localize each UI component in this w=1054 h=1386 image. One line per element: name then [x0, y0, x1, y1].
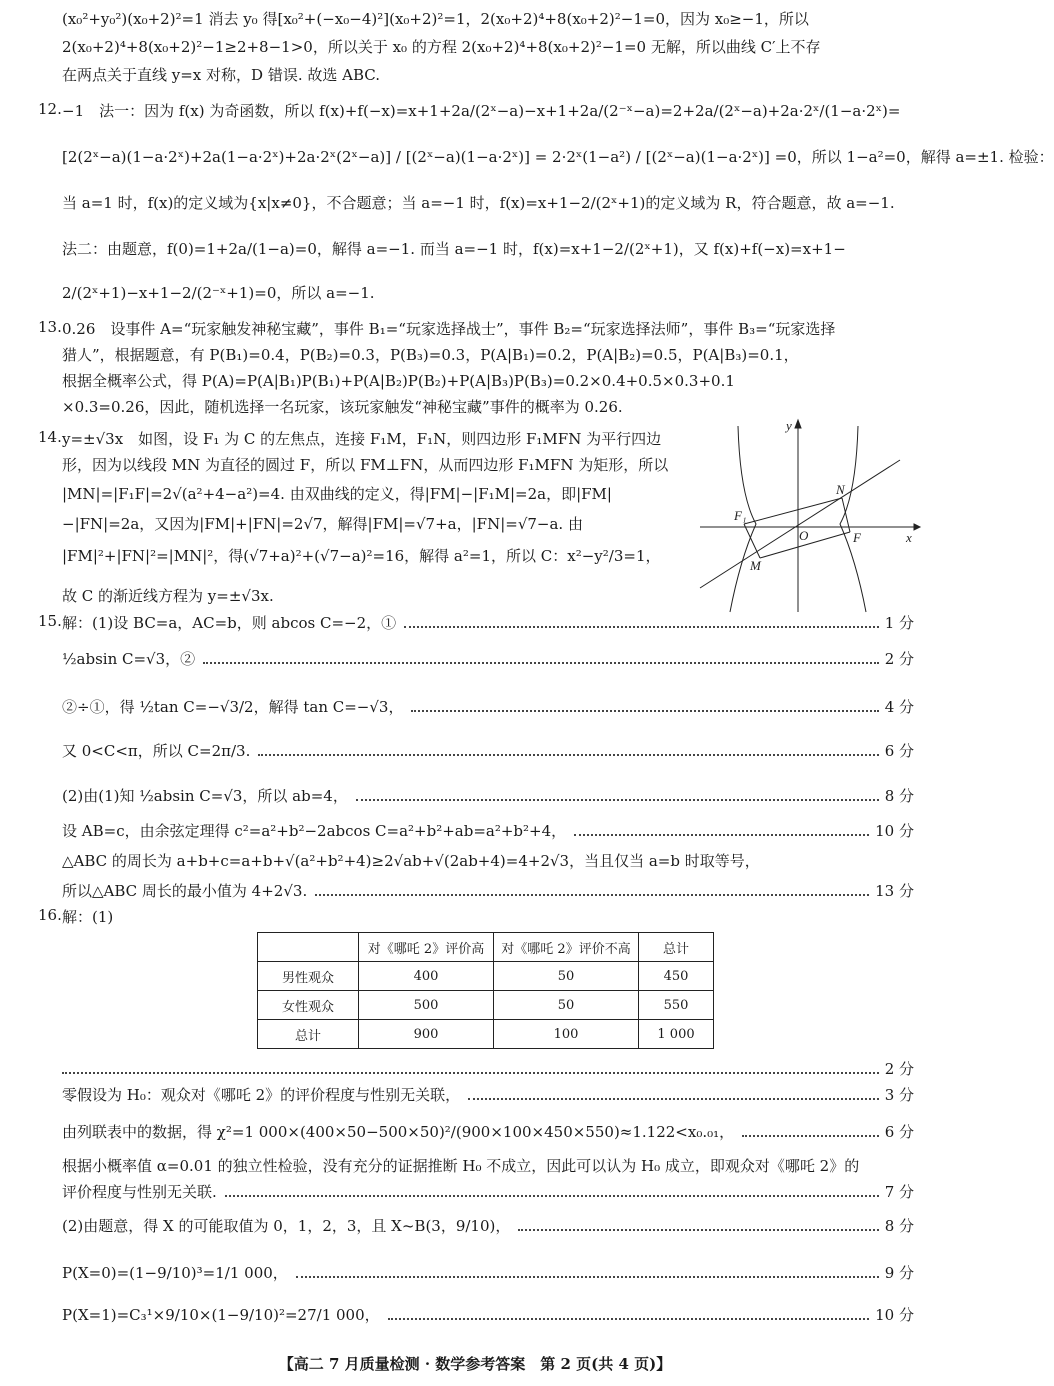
leader-dots — [411, 710, 878, 712]
step-line — [62, 1304, 914, 1326]
table-cell: 500 — [359, 991, 494, 1020]
text-line: 0.26 设事件 A=“玩家触发神秘宝藏”，事件 B₁=“玩家选择战士”，事件 B₂=“玩家选择法师”，事件 B₃=“玩家选择 — [62, 320, 836, 338]
text-line: −1 法一：因为 f(x) 为奇函数，所以 f(x)+f(−x)=x+1+2a/(2ˣ−a)−x+1+2a/(2⁻ˣ−a)=2+2a/(2ˣ−a)+2a·2ˣ/(1−a·2ˣ)= — [62, 102, 901, 120]
table-row — [258, 962, 714, 991]
right-branch — [840, 426, 866, 612]
table-row — [258, 1020, 714, 1049]
step-text: ②÷①，得 ½tan C=−√3/2，解得 tan C=−√3， — [62, 698, 404, 716]
table-cell: 女性观众 — [258, 991, 359, 1020]
table-cell: 男性观众 — [258, 962, 359, 991]
text-line: 形，因为以线段 MN 为直径的圆过 F，所以 FM⊥FN，从而四边形 F₁MFN 为矩形，所以 — [62, 456, 669, 474]
step-line — [62, 612, 914, 634]
score: 10 分 — [875, 822, 914, 840]
step-text: ½absin C=√3，② — [62, 650, 196, 668]
leader-dots — [62, 1072, 879, 1074]
step-line — [62, 696, 914, 718]
leader-dots — [225, 1195, 879, 1197]
step-line — [62, 785, 914, 807]
y-label: y — [786, 418, 792, 433]
segment-f1n — [744, 498, 842, 524]
leader-dots — [742, 1135, 879, 1137]
text-line: 当 a=1 时，f(x)的定义域为{x|x≠0}，不合题意；当 a=−1 时，f(x)=x+1−2/(2ˣ+1)的定义域为 R，符合题意，故 a=−1. — [62, 194, 895, 212]
step-text: 设 AB=c，由余弦定理得 c²=a²+b²−2abcos C=a²+b²+ab=a²+b²+4， — [62, 822, 567, 840]
text-line: 法二：由题意，f(0)=1+2a/(1−a)=0，解得 a=−1. 而当 a=−1 时，f(x)=x+1−2/(2ˣ+1)，又 f(x)+f(−x)=x+1− — [62, 240, 846, 258]
score: 2 分 — [884, 1060, 914, 1078]
hyperbola-figure — [700, 420, 920, 612]
step-line — [62, 1262, 914, 1284]
table-header-row — [258, 933, 714, 962]
score: 2 分 — [884, 650, 914, 668]
leader-dots — [356, 799, 879, 801]
table-cell: 50 — [494, 991, 639, 1020]
leader-dots — [468, 1098, 879, 1100]
table-cell: 550 — [639, 991, 714, 1020]
table-cell: 对《哪吒 2》评价不高 — [494, 933, 639, 962]
text-line: 故 C 的渐近线方程为 y=±√3x. — [62, 587, 274, 605]
text-line: 在两点关于直线 y=x 对称，D 错误. 故选 ABC. — [62, 66, 380, 84]
f1-label: F₁ — [734, 508, 747, 523]
text-line: 解：(1) — [62, 908, 114, 926]
score: 8 分 — [884, 787, 914, 805]
leader-dots — [203, 662, 879, 664]
score: 3 分 — [884, 1086, 914, 1104]
segment-f1m — [744, 524, 760, 558]
step-text: 解：(1)设 BC=a，AC=b，则 abcos C=−2，① — [62, 614, 397, 632]
leader-dots — [574, 834, 869, 836]
step-line — [62, 740, 914, 762]
step-line — [62, 1121, 914, 1143]
step-text: 零假设为 H₀：观众对《哪吒 2》的评价程度与性别无关联， — [62, 1086, 461, 1104]
text-line: [2(2ˣ−a)(1−a·2ˣ)+2a(1−a·2ˣ)+2a·2ˣ(2ˣ−a)] / [(2ˣ−a)(1−a·2ˣ)] = 2·2ˣ(1−a²) / [(2ˣ−a)(1−a·2ˣ)] =0，所以 1−a²=0，解得 a=±1. 检验： — [62, 148, 1054, 166]
step-line — [62, 1215, 914, 1237]
step-text: 又 0<C<π，所以 C=2π/3. — [62, 742, 251, 760]
score: 13 分 — [875, 882, 914, 900]
y-axis-arrow — [795, 420, 801, 428]
leader-dots — [404, 626, 879, 628]
table-cell: 1 000 — [639, 1020, 714, 1049]
table-row — [258, 991, 714, 1020]
table-cell: 50 — [494, 962, 639, 991]
question-number: 16. — [38, 906, 62, 924]
text-line: 2(x₀+2)⁴+8(x₀+2)²−1≥2+8−1>0，所以关于 x₀ 的方程 2(x₀+2)⁴+8(x₀+2)²−1=0 无解，所以曲线 C′上不存 — [62, 38, 821, 56]
table-cell: 对《哪吒 2》评价高 — [359, 933, 494, 962]
text-line: |FM|²+|FN|²=|MN|²，得(√7+a)²+(√7−a)²=16，解得 a²=1，所以 C：x²−y²/3=1， — [62, 547, 661, 565]
o-label: O — [799, 528, 809, 543]
table-cell: 900 — [359, 1020, 494, 1049]
text-line: 根据小概率值 α=0.01 的独立性检验，没有充分的证据推断 H₀ 不成立，因此可以认为 H₀ 成立，即观众对《哪吒 2》的 — [62, 1157, 860, 1175]
question-number: 14. — [38, 428, 62, 446]
step-text: (2)由题意，得 X 的可能取值为 0，1，2，3，且 X~B(3，9/10)， — [62, 1217, 511, 1235]
page-footer: 【高二 7 月质量检测 · 数学参考答案 第 2 页(共 4 页)】 — [278, 1355, 672, 1373]
text-line: −|FN|=2a，又因为|FM|+|FN|=2√7，解得|FM|=√7+a，|FN|=√7−a. 由 — [62, 515, 583, 533]
score: 1 分 — [884, 614, 914, 632]
question-number: 15. — [38, 612, 62, 630]
score: 6 分 — [884, 742, 914, 760]
step-line — [62, 1058, 914, 1080]
step-line — [62, 880, 914, 902]
text-line: |MN|=|F₁F|=2√(a²+4−a²)=4. 由双曲线的定义，得|FM|−|F₁M|=2a，即|FM| — [62, 485, 612, 503]
x-axis-arrow — [914, 524, 920, 530]
table-cell: 总计 — [639, 933, 714, 962]
diagonal-line — [700, 460, 900, 588]
x-label: x — [906, 530, 912, 545]
leader-dots — [296, 1276, 879, 1278]
table-cell: 450 — [639, 962, 714, 991]
step-text: 所以△ABC 周长的最小值为 4+2√3. — [62, 882, 308, 900]
leader-dots — [388, 1318, 869, 1320]
step-text: P(X=1)=C₃¹×9/10×(1−9/10)²=27/1 000， — [62, 1306, 380, 1324]
score: 9 分 — [884, 1264, 914, 1282]
table-cell: 100 — [494, 1020, 639, 1049]
leader-dots — [518, 1229, 878, 1231]
text-line: 2/(2ˣ+1)−x+1−2/(2⁻ˣ+1)=0，所以 a=−1. — [62, 284, 375, 302]
step-line — [62, 820, 914, 842]
table-cell — [258, 933, 359, 962]
step-text: 评价程度与性别无关联. — [62, 1183, 217, 1201]
text-line: 猎人”，根据题意，有 P(B₁)=0.4，P(B₂)=0.3，P(B₃)=0.3，P(A|B₁)=0.2，P(A|B₂)=0.5，P(A|B₃)=0.1， — [62, 346, 799, 364]
table-cell: 400 — [359, 962, 494, 991]
step-line — [62, 1084, 914, 1106]
score: 7 分 — [884, 1183, 914, 1201]
score: 4 分 — [884, 698, 914, 716]
n-label: N — [836, 482, 845, 497]
table-cell: 总计 — [258, 1020, 359, 1049]
leader-dots — [258, 754, 878, 756]
f-label: F — [853, 530, 861, 545]
m-label: M — [750, 558, 761, 573]
question-number: 13. — [38, 318, 62, 336]
leader-dots — [315, 894, 869, 896]
step-text: (2)由(1)知 ½absin C=√3，所以 ab=4， — [62, 787, 348, 805]
step-text: P(X=0)=(1−9/10)³=1/1 000， — [62, 1264, 288, 1282]
text-line: y=±√3x 如图，设 F₁ 为 C 的左焦点，连接 F₁M，F₁N，则四边形 F₁MFN 为平行四边 — [62, 430, 662, 448]
text-line: △ABC 的周长为 a+b+c=a+b+√(a²+b²+4)≥2√ab+√(2ab+4)=4+2√3，当且仅当 a=b 时取等号， — [62, 852, 760, 870]
step-line — [62, 1181, 914, 1203]
score: 6 分 — [884, 1123, 914, 1141]
text-line: ×0.3=0.26，因此，随机选择一名玩家，该玩家触发“神秘宝藏”事件的概率为 0.26. — [62, 398, 623, 416]
step-text: 由列联表中的数据，得 χ²=1 000×(400×50−500×50)²/(900×100×450×550)≈1.122<x₀.₀₁， — [62, 1123, 735, 1141]
text-line: (x₀²+y₀²)(x₀+2)²=1 消去 y₀ 得[x₀²+(−x₀−4)²](x₀+2)²=1，2(x₀+2)⁴+8(x₀+2)²−1=0，因为 x₀≥−1，所以 — [62, 10, 809, 28]
question-number: 12. — [38, 100, 62, 118]
score: 10 分 — [875, 1306, 914, 1324]
step-line — [62, 648, 914, 670]
score: 8 分 — [884, 1217, 914, 1235]
text-line: 根据全概率公式，得 P(A)=P(A|B₁)P(B₁)+P(A|B₂)P(B₂)+P(A|B₃)P(B₃)=0.2×0.4+0.5×0.3+0.1 — [62, 372, 735, 390]
contingency-table — [257, 932, 714, 1049]
